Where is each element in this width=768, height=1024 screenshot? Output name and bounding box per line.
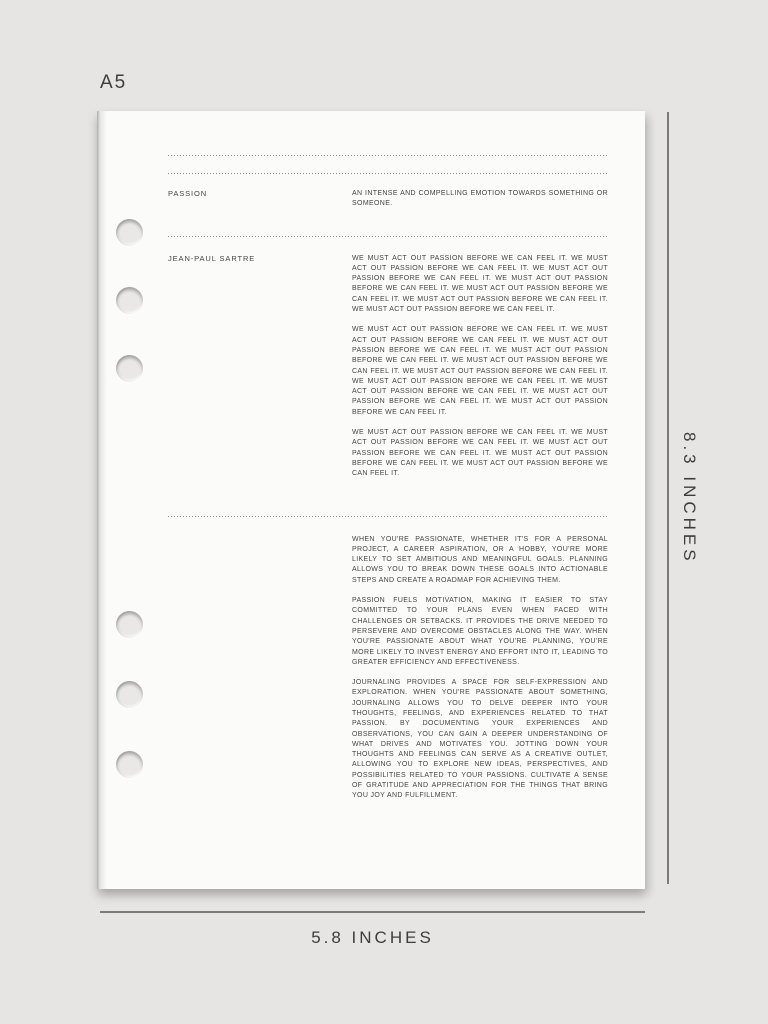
- quote-author: JEAN-PAUL SARTRE: [168, 253, 256, 263]
- body-paragraph: PASSION FUELS MOTIVATION, MAKING IT EASIER TO STAY COMMITTED TO YOUR PLANS EVEN WHEN FACED WITH CHALLENGES OR SETBACKS. IT PROVIDES THE DRIVE NEEDED TO PERSEVERE AND OVERCOME OBSTACLES ALONG THE WAY. WHEN YOU'RE PASSIONATE ABOUT WHAT YOU'RE PLANNING, YOU'RE MORE LIKELY TO INVEST ENERGY AND EFFORT INTO IT, LEADING TO GREATER EFFICIENCY AND EFFECTIVENESS.: [352, 597, 608, 666]
- body-paragraph: JOURNALING PROVIDES A SPACE FOR SELF-EXPRESSION AND EXPLORATION. WHEN YOU'RE PASSIONATE ABOUT SOMETHING, JOURNALING ALLOWS YOU TO DELVE DEEPER INTO YOUR THOUGHTS, FEELINGS, AND EXPERIENCES RELATED TO THAT PASSION. BY DOCUMENTING YOUR EXPERIENCES AND OBSERVATIONS, YOU CAN GAIN A DEEPER UNDERSTANDING OF WHAT DRIVES AND MOTIVATES YOU. JOTTING DOWN YOUR THOUGHTS AND FEELINGS CAN SERVE AS A CREATIVE OUTLET, ALLOWING YOU TO EXPLORE NEW IDEAS, PERSPECTIVES, AND POSSIBILITIES RELATED TO YOUR PASSIONS. CULTIVATE A SENSE OF GRATITUDE AND APPRECIATION FOR THE THINGS THAT BRING YOU JOY AND FULFILLMENT.: [352, 679, 608, 800]
- binder-hole-3: [116, 355, 143, 382]
- quote-paragraph: WE MUST ACT OUT PASSION BEFORE WE CAN FEEL IT. WE MUST ACT OUT PASSION BEFORE WE CAN FEEL IT. WE MUST ACT OUT PASSION BEFORE WE CAN FEEL IT. WE MUST ACT OUT PASSION BEFORE WE CAN FEEL IT. WE MUST ACT OUT PASSION BEFORE WE CAN FEEL IT. WE MUST ACT OUT PASSION BEFORE WE CAN FEEL IT. WE MUST ACT OUT PASSION BEFORE WE CAN FEEL IT.: [352, 254, 608, 314]
- dotted-rule: [168, 516, 608, 517]
- binder-hole-4: [116, 611, 143, 638]
- height-dimension-label: 8.3 INCHES: [680, 431, 699, 565]
- width-dimension-label: 5.8 INCHES: [311, 928, 434, 947]
- quote-text: [352, 254, 608, 480]
- quote-paragraph: WE MUST ACT OUT PASSION BEFORE WE CAN FEEL IT. WE MUST ACT OUT PASSION BEFORE WE CAN FEEL IT. WE MUST ACT OUT PASSION BEFORE WE CAN FEEL IT. WE MUST ACT OUT PASSION BEFORE WE CAN FEEL IT. WE MUST ACT OUT PASSION BEFORE WE CAN FEEL IT.: [352, 429, 608, 478]
- paper-size-label: A5: [100, 72, 128, 93]
- page-content: [168, 155, 608, 802]
- body-label-empty: [168, 535, 352, 802]
- body-paragraph: WHEN YOU'RE PASSIONATE, WHETHER IT'S FOR A PERSONAL PROJECT, A CAREER ASPIRATION, OR A HOBBY, YOU'RE MORE LIKELY TO SET AMBITIOUS AND MEANINGFUL GOALS. PLANNING ALLOWS YOU TO BREAK DOWN THESE GOALS INTO ACTIONABLE STEPS AND CREATE A ROADMAP FOR ACHIEVING THEM.: [352, 535, 608, 584]
- body-row: [168, 535, 608, 802]
- dotted-rule: [168, 236, 608, 237]
- quote-row: [168, 254, 608, 480]
- binder-hole-2: [116, 287, 143, 314]
- height-measure-line: [667, 112, 669, 884]
- binder-hole-6: [116, 751, 143, 778]
- binder-hole-1: [116, 219, 143, 246]
- body-text: [352, 535, 608, 802]
- word-label: PASSION: [168, 189, 208, 198]
- binder-hole-5: [116, 681, 143, 708]
- dotted-rule: [168, 155, 608, 156]
- planner-page: [97, 111, 645, 889]
- word-definition: AN INTENSE AND COMPELLING EMOTION TOWARDS SOMETHING OR SOMEONE.: [352, 190, 608, 208]
- word-definition-row: [168, 189, 608, 210]
- quote-paragraph: WE MUST ACT OUT PASSION BEFORE WE CAN FEEL IT. WE MUST ACT OUT PASSION BEFORE WE CAN FEEL IT. WE MUST ACT OUT PASSION BEFORE WE CAN FEEL IT. WE MUST ACT OUT PASSION BEFORE WE CAN FEEL IT. WE MUST ACT OUT PASSION BEFORE WE CAN FEEL IT. WE MUST ACT OUT PASSION BEFORE WE CAN FEEL IT. WE MUST ACT OUT PASSION BEFORE WE CAN FEEL IT. WE MUST ACT OUT PASSION BEFORE WE CAN FEEL IT. WE MUST ACT OUT PASSION BEFORE WE CAN FEEL IT. WE MUST ACT OUT PASSION BEFORE WE CAN FEEL IT.: [352, 326, 608, 416]
- width-measure-line: [100, 911, 645, 913]
- dotted-rule: [168, 173, 608, 174]
